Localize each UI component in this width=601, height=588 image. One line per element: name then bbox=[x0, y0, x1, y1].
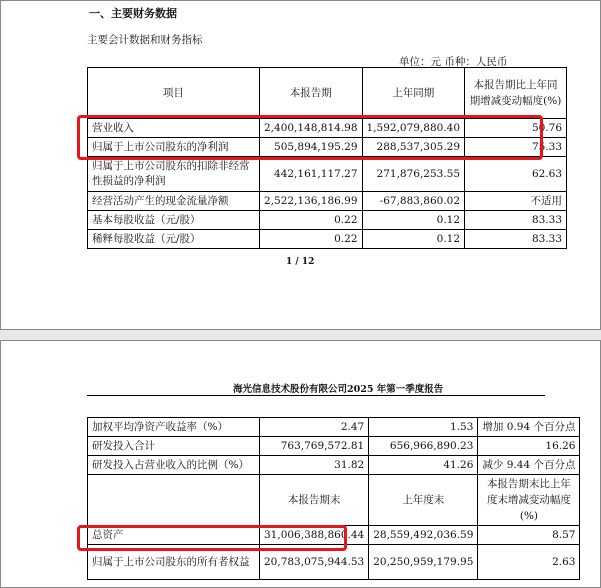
page-number: 1 / 12 bbox=[286, 257, 315, 267]
cell-change: 75.33 bbox=[465, 138, 567, 157]
header-period-end: 本报告期末 bbox=[260, 475, 369, 526]
row-label: 归属于上市公司股东的净利润 bbox=[88, 138, 260, 157]
table-row bbox=[88, 157, 567, 192]
unit-currency-line: 单位：元 币种：人民币 bbox=[399, 56, 508, 68]
table-row bbox=[88, 211, 567, 230]
header-change-pct: 本报告期末比上年度末增减变动幅度(%) bbox=[478, 475, 580, 526]
row-label: 总资产 bbox=[88, 526, 260, 545]
cell-prior: 41.26 bbox=[369, 456, 478, 475]
cell-prior: 1.53 bbox=[369, 418, 478, 437]
row-label: 研发投入占营业收入的比例（%） bbox=[88, 456, 260, 475]
header-empty bbox=[88, 475, 260, 526]
row-label: 稀释每股收益（元/股） bbox=[88, 230, 260, 249]
cell-current: 2.47 bbox=[260, 418, 369, 437]
cell-change: 减少 9.44 个百分点 bbox=[478, 456, 580, 475]
header-prior-period: 上年同期 bbox=[362, 68, 465, 119]
cell-current: 0.22 bbox=[260, 211, 363, 230]
highlight-box-revenue-profit bbox=[77, 115, 543, 160]
cell-change: 83.33 bbox=[465, 230, 567, 249]
cell-current: 2,400,148,814.98 bbox=[260, 119, 363, 138]
cell-current: 2,522,136,186.99 bbox=[260, 192, 363, 211]
cell-prior: 20,250,959,179.95 bbox=[369, 545, 478, 580]
header-prior-year-end: 上年度末 bbox=[369, 475, 478, 526]
cell-change: 16.26 bbox=[478, 437, 580, 456]
table-row bbox=[88, 456, 580, 475]
header-current-period: 本报告期 bbox=[260, 68, 363, 119]
table-row bbox=[88, 230, 567, 249]
header-item: 项目 bbox=[88, 68, 260, 119]
row-label: 归属于上市公司股东的所有者权益 bbox=[88, 545, 260, 580]
header-change-pct: 本报告期比上年同期增减变动幅度(%) bbox=[465, 68, 567, 119]
cell-change: 增加 0.94 个百分点 bbox=[478, 418, 580, 437]
table-row bbox=[88, 192, 567, 211]
cell-current: 763,769,572.81 bbox=[260, 437, 369, 456]
cell-current: 20,783,075,944.53 bbox=[260, 545, 369, 580]
row-label: 经营活动产生的现金流量净额 bbox=[88, 192, 260, 211]
financial-indicators-table-continued bbox=[87, 417, 580, 580]
row-label: 基本每股收益（元/股） bbox=[88, 211, 260, 230]
cell-prior: 0.12 bbox=[362, 230, 465, 249]
cell-prior: 1,592,079,880.40 bbox=[362, 119, 465, 138]
table-header-row bbox=[88, 475, 580, 526]
highlight-box-total-assets bbox=[77, 525, 347, 551]
cell-current: 31,006,388,860.44 bbox=[260, 526, 369, 545]
running-header-title: 海光信息技术股份有限公司2025 年第一季度报告 bbox=[233, 384, 444, 395]
row-label: 加权平均净资产收益率（%） bbox=[88, 418, 260, 437]
cell-change: 不适用 bbox=[465, 192, 567, 211]
cell-change: 8.57 bbox=[478, 526, 580, 545]
row-label: 归属于上市公司股东的扣除非经常性损益的净利润 bbox=[88, 157, 260, 192]
table-header-row bbox=[88, 68, 567, 119]
cell-prior: 28,559,492,036.59 bbox=[369, 526, 478, 545]
cell-change: 83.33 bbox=[465, 211, 567, 230]
cell-prior: 288,537,305.29 bbox=[362, 138, 465, 157]
row-label: 营业收入 bbox=[88, 119, 260, 138]
cell-current: 0.22 bbox=[260, 230, 363, 249]
cell-current: 442,161,117.27 bbox=[260, 157, 363, 192]
cell-current: 505,894,195.29 bbox=[260, 138, 363, 157]
cell-change: 62.63 bbox=[465, 157, 567, 192]
row-label: 研发投入合计 bbox=[88, 437, 260, 456]
header-rule bbox=[87, 395, 545, 396]
cell-prior: -67,883,860.02 bbox=[362, 192, 465, 211]
cell-prior: 656,966,890.23 bbox=[369, 437, 478, 456]
table-row bbox=[88, 418, 580, 437]
section-title: 一、主要财务数据 bbox=[89, 7, 177, 20]
cell-change: 2.63 bbox=[478, 545, 580, 580]
table-subtitle: 主要会计数据和财务指标 bbox=[87, 34, 203, 46]
cell-change: 50.76 bbox=[465, 119, 567, 138]
cell-prior: 0.12 bbox=[362, 211, 465, 230]
table-row bbox=[88, 437, 580, 456]
cell-current: 31.82 bbox=[260, 456, 369, 475]
document-page-2 bbox=[0, 340, 601, 588]
cell-prior: 271,876,253.55 bbox=[362, 157, 465, 192]
